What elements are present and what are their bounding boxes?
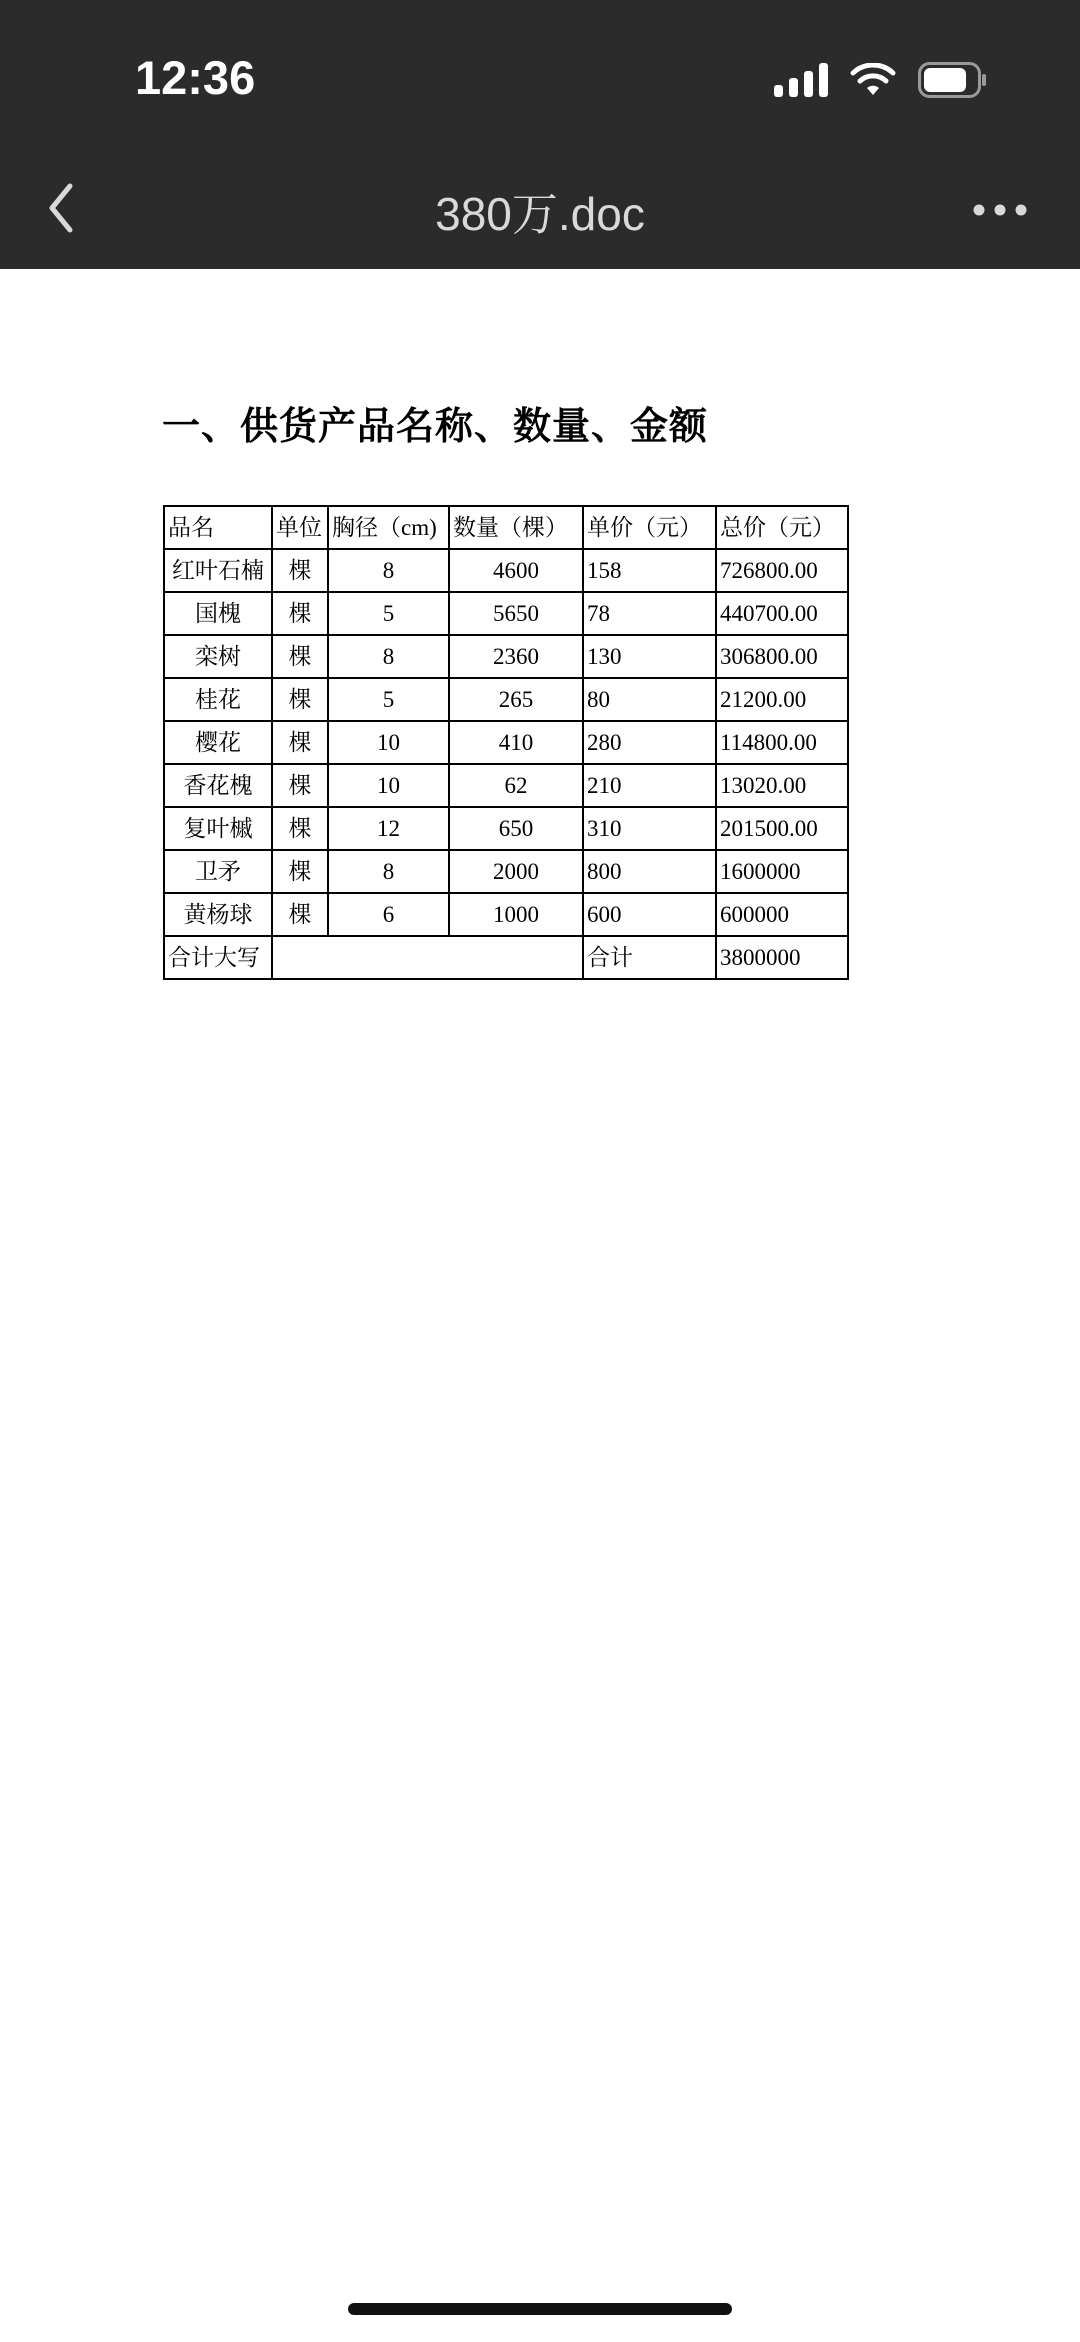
status-time: 12:36	[135, 51, 256, 104]
document-title: 380万.doc	[435, 188, 645, 240]
cell-total-price: 21200.00	[716, 678, 848, 721]
cell-sum-value: 3800000	[716, 936, 848, 979]
cell-name: 黄杨球	[164, 893, 272, 936]
wifi-icon	[850, 63, 896, 97]
cell-unit: 棵	[272, 764, 328, 807]
cell-diameter: 6	[328, 893, 449, 936]
header-name: 品名	[164, 506, 272, 549]
cell-unit-price: 280	[583, 721, 716, 764]
table-header-row	[164, 506, 848, 549]
table-row	[164, 678, 848, 721]
cell-unit: 棵	[272, 635, 328, 678]
cell-name: 栾树	[164, 635, 272, 678]
cell-quantity: 410	[449, 721, 583, 764]
cell-total-price: 726800.00	[716, 549, 848, 592]
cell-quantity: 1000	[449, 893, 583, 936]
cell-total-price: 306800.00	[716, 635, 848, 678]
cell-unit-price: 158	[583, 549, 716, 592]
cell-unit-price: 800	[583, 850, 716, 893]
cell-unit-price: 310	[583, 807, 716, 850]
header-unit: 单位	[272, 506, 328, 549]
header-diameter: 胸径（cm)	[328, 506, 449, 549]
cell-unit: 棵	[272, 592, 328, 635]
home-indicator[interactable]	[348, 2303, 732, 2315]
header-unit-price: 单价（元）	[583, 506, 716, 549]
table-row	[164, 635, 848, 678]
cell-unit: 棵	[272, 549, 328, 592]
table-row	[164, 549, 848, 592]
cell-quantity: 2360	[449, 635, 583, 678]
cell-diameter: 10	[328, 764, 449, 807]
cell-unit-price: 130	[583, 635, 716, 678]
cell-unit: 棵	[272, 893, 328, 936]
cell-diameter: 5	[328, 678, 449, 721]
table-row	[164, 721, 848, 764]
cell-quantity: 2000	[449, 850, 583, 893]
table-row	[164, 592, 848, 635]
cell-quantity: 4600	[449, 549, 583, 592]
more-horizontal-icon[interactable]	[970, 190, 1030, 230]
cell-diameter: 5	[328, 592, 449, 635]
cell-unit-price: 600	[583, 893, 716, 936]
cell-total-price: 114800.00	[716, 721, 848, 764]
cell-diameter: 8	[328, 549, 449, 592]
cell-capital-value	[272, 936, 583, 979]
cell-quantity: 5650	[449, 592, 583, 635]
cell-diameter: 8	[328, 635, 449, 678]
table-footer-row	[164, 936, 848, 979]
cell-unit: 棵	[272, 850, 328, 893]
cell-unit-price: 210	[583, 764, 716, 807]
cell-unit: 棵	[272, 807, 328, 850]
section-heading: 一、供货产品名称、数量、金额	[162, 404, 709, 448]
cell-unit: 棵	[272, 678, 328, 721]
cell-total-price: 201500.00	[716, 807, 848, 850]
cell-name: 香花槐	[164, 764, 272, 807]
cell-quantity: 265	[449, 678, 583, 721]
cell-unit-price: 80	[583, 678, 716, 721]
cell-name: 国槐	[164, 592, 272, 635]
status-icons	[774, 60, 988, 100]
cell-diameter: 12	[328, 807, 449, 850]
cell-name: 樱花	[164, 721, 272, 764]
cell-unit: 棵	[272, 721, 328, 764]
header-total-price: 总价（元）	[716, 506, 848, 549]
table-row	[164, 807, 848, 850]
cell-quantity: 62	[449, 764, 583, 807]
cell-diameter: 8	[328, 850, 449, 893]
cell-name: 卫矛	[164, 850, 272, 893]
header-quantity: 数量（棵）	[449, 506, 583, 549]
goods-table	[163, 505, 849, 980]
cell-capital-label: 合计大写	[164, 936, 272, 979]
cell-unit-price: 78	[583, 592, 716, 635]
battery-icon	[918, 62, 988, 98]
cell-total-price: 1600000	[716, 850, 848, 893]
cell-total-price: 440700.00	[716, 592, 848, 635]
table-row	[164, 764, 848, 807]
table-row	[164, 893, 848, 936]
cell-name: 复叶槭	[164, 807, 272, 850]
cell-sum-label: 合计	[583, 936, 716, 979]
cell-name: 桂花	[164, 678, 272, 721]
cell-name: 红叶石楠	[164, 549, 272, 592]
cell-total-price: 600000	[716, 893, 848, 936]
cell-diameter: 10	[328, 721, 449, 764]
cell-total-price: 13020.00	[716, 764, 848, 807]
navigation-bar	[0, 150, 1080, 270]
document-page	[0, 269, 1080, 2342]
top-bar	[0, 0, 1080, 269]
table-row	[164, 850, 848, 893]
cell-quantity: 650	[449, 807, 583, 850]
cellular-signal-icon	[774, 63, 828, 97]
